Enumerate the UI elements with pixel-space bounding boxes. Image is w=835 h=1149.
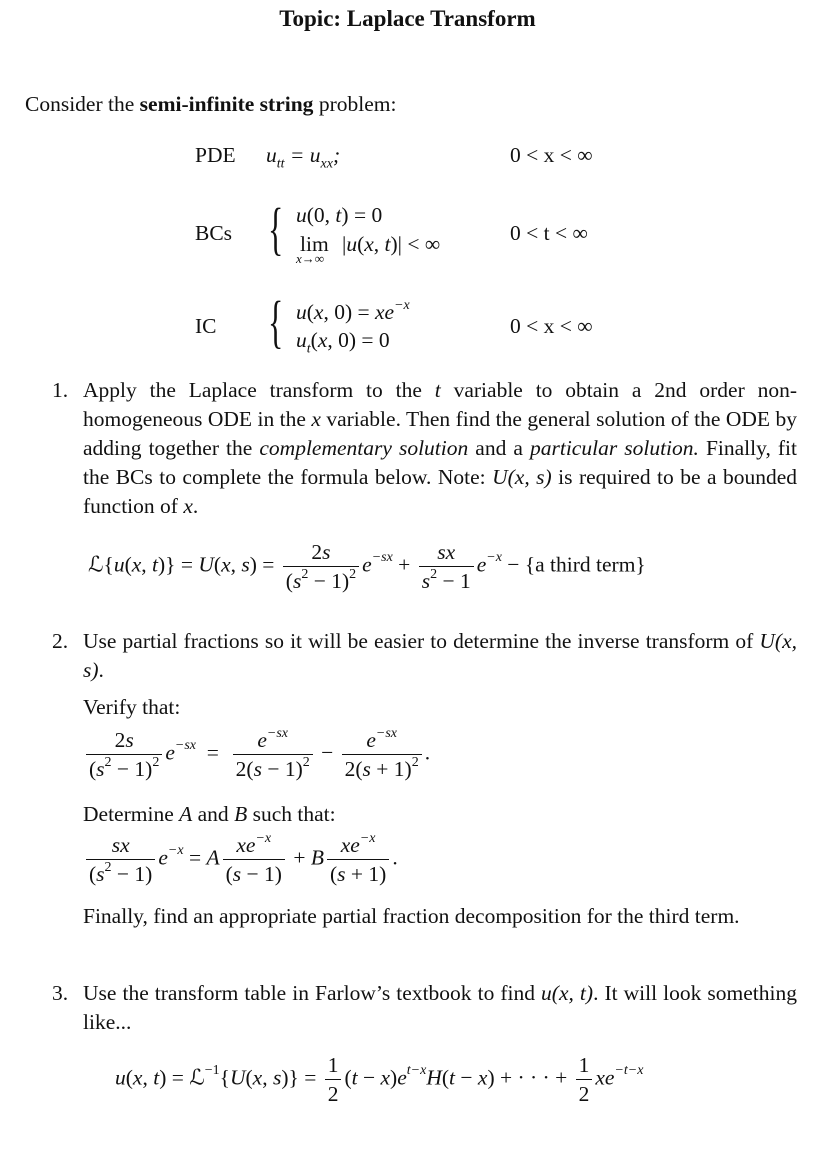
bc2-lim: lim xyxy=(300,232,329,256)
ic-brace: { xyxy=(268,289,284,354)
bc1: u(0, t) = 0 xyxy=(296,203,383,227)
verify-label: Verify that: xyxy=(83,695,181,719)
item-3: 3. Use the transform table in Farlow’s textbook to find u(x, t). It will look something like... xyxy=(52,981,797,1034)
item-1: 1. Apply the Laplace transform to the t variable to obtain a 2nd order non-homogeneous ODE in the x variable. Then find the general solution of the ODE by adding together the complementary solution and a particular solution. Finally, fit the BCs to complete the formula below. Note: U(x, s) is required to be a bounded function of x. xyxy=(52,378,798,518)
page-title: Topic: Laplace Transform xyxy=(279,6,536,31)
ic-label: IC xyxy=(195,314,217,338)
intro-text: Consider the semi-infinite string problem: xyxy=(25,92,397,116)
solution-equation: u(x, t) = ℒ$^{-1}${U(x, s)} = $\frac{1}{2}$ $(t - x)e^{t-x}H(t - x)$ + · · · + $\frac{1}{2}$ $xe^{-t-x}$ xyxy=(115,1053,644,1106)
third-term: {a third term} xyxy=(524,552,646,577)
bc-brace: { xyxy=(268,196,284,261)
bc2-expr: |u(x, t)| < ∞ xyxy=(342,232,441,256)
bc2-lim-sub: x→∞ xyxy=(296,251,325,266)
ic2: $u_t(x$, 0) = 0 xyxy=(296,328,390,357)
ab-equation: $\frac{sx}{(s^2 - 1)}$ $e^{-x} = A$ $\frac{xe^{-x}}{(s - 1)}$ + B $\frac{xe^{-x}}{(s + 1)}$ . xyxy=(83,833,398,886)
verify-equation: $\frac{2s}{(s^2 - 1)^2}$ $e^{-sx}$ = $\frac{e^{-sx}}{2(s - 1)^2}$ − $\frac{e^{-sx}}{2(s + 1)^2}$ . xyxy=(83,728,430,781)
pde-domain: 0 < x < ∞ xyxy=(510,143,593,167)
determine-text: Determine A and B such that: xyxy=(83,802,336,826)
bc-label: BCs xyxy=(195,221,233,245)
ic-domain: 0 < x < ∞ xyxy=(510,314,593,338)
finally-text: Finally, find an appropriate partial fraction decomposition for the third term. xyxy=(83,904,740,928)
pde-equation: $u_{tt} = u_{xx}$; xyxy=(266,143,341,172)
pde-label: PDE xyxy=(195,143,236,167)
item-2: 2. Use partial fractions so it will be easier to determine the inverse transform of U(x, s). xyxy=(52,629,797,682)
laplace-equation: ℒ{u(x, t)} = U(x, s) = $\frac{2s}{(s^2 - 1)^2}$ $e^{-sx}$ + $\frac{sx}{s^2 - 1}$ $e^{-x} - \{a$ third term} xyxy=(88,540,646,593)
bc-domain: 0 < t < ∞ xyxy=(510,221,588,245)
ic1: u(x, $0) = xe^{-x}$ xyxy=(296,297,410,324)
